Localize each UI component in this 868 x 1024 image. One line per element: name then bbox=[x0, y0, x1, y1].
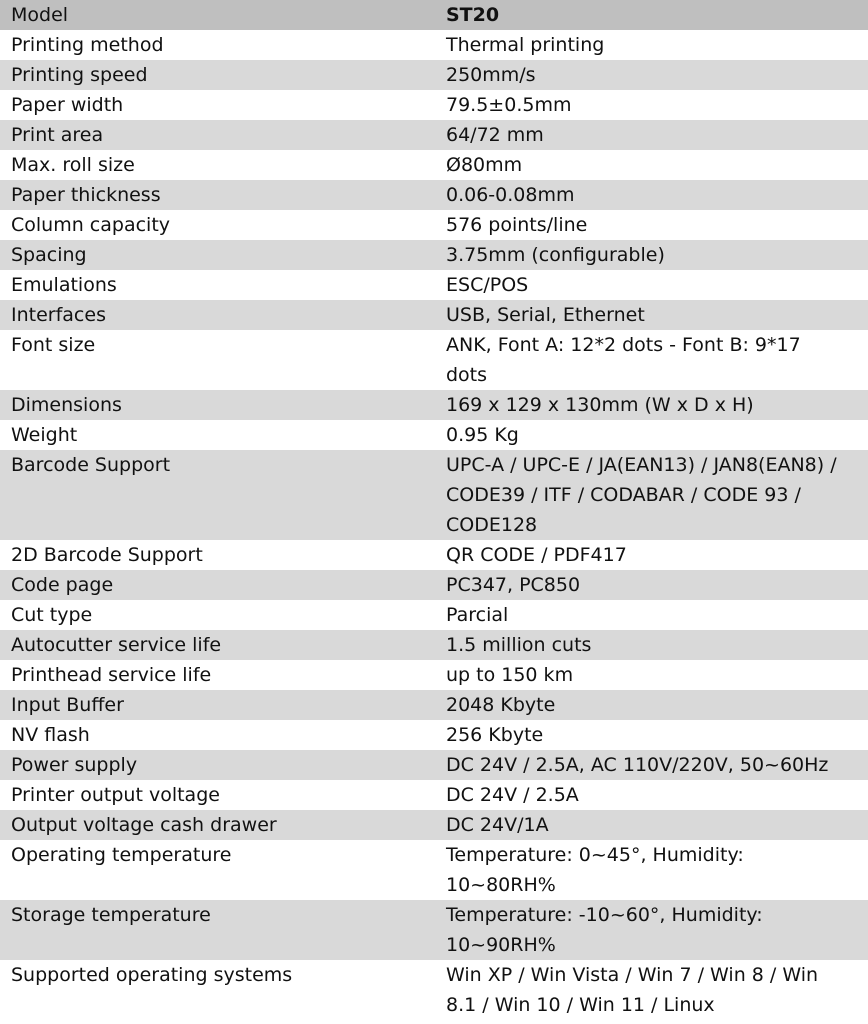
spec-label: Paper thickness bbox=[0, 180, 435, 210]
spec-value: 3.75mm (configurable) bbox=[435, 240, 868, 270]
table-row bbox=[0, 690, 868, 720]
table-row bbox=[0, 210, 868, 240]
spec-value: up to 150 km bbox=[435, 660, 868, 690]
spec-label: Barcode Support bbox=[0, 450, 435, 540]
spec-label: Spacing bbox=[0, 240, 435, 270]
spec-label: Printing speed bbox=[0, 60, 435, 90]
spec-value: Temperature: 0~45°, Humidity: 10~80RH% bbox=[435, 840, 868, 900]
table-row bbox=[0, 840, 868, 900]
spec-label: NV flash bbox=[0, 720, 435, 750]
spec-label: Printer output voltage bbox=[0, 780, 435, 810]
spec-label: Supported operating systems bbox=[0, 960, 435, 1020]
table-row bbox=[0, 300, 868, 330]
spec-value: Parcial bbox=[435, 600, 868, 630]
spec-value: 64/72 mm bbox=[435, 120, 868, 150]
spec-label: Input Buffer bbox=[0, 690, 435, 720]
spec-value: PC347, PC850 bbox=[435, 570, 868, 600]
spec-value: 0.95 Kg bbox=[435, 420, 868, 450]
header-value: ST20 bbox=[435, 0, 868, 30]
table-row bbox=[0, 420, 868, 450]
table-row bbox=[0, 630, 868, 660]
spec-value: 250mm/s bbox=[435, 60, 868, 90]
table-row bbox=[0, 750, 868, 780]
table-row bbox=[0, 570, 868, 600]
spec-label: Code page bbox=[0, 570, 435, 600]
spec-value: DC 24V / 2.5A, AC 110V/220V, 50~60Hz bbox=[435, 750, 868, 780]
spec-value: 1.5 million cuts bbox=[435, 630, 868, 660]
spec-label: Interfaces bbox=[0, 300, 435, 330]
spec-label: Max. roll size bbox=[0, 150, 435, 180]
spec-label: Column capacity bbox=[0, 210, 435, 240]
spec-value: QR CODE / PDF417 bbox=[435, 540, 868, 570]
spec-label: Weight bbox=[0, 420, 435, 450]
spec-label: Power supply bbox=[0, 750, 435, 780]
table-row bbox=[0, 180, 868, 210]
spec-value: 0.06-0.08mm bbox=[435, 180, 868, 210]
spec-label: 2D Barcode Support bbox=[0, 540, 435, 570]
table-row bbox=[0, 60, 868, 90]
spec-value: DC 24V/1A bbox=[435, 810, 868, 840]
spec-label: Printing method bbox=[0, 30, 435, 60]
spec-label: Operating temperature bbox=[0, 840, 435, 900]
table-row bbox=[0, 960, 868, 1020]
table-header-row bbox=[0, 0, 868, 30]
table-row bbox=[0, 150, 868, 180]
spec-value: UPC-A / UPC-E / JA(EAN13) / JAN8(EAN8) / CODE39 / ITF / CODABAR / CODE 93 / CODE128 bbox=[435, 450, 868, 540]
table-row bbox=[0, 450, 868, 540]
table-row bbox=[0, 90, 868, 120]
table-row bbox=[0, 120, 868, 150]
spec-value: Win XP / Win Vista / Win 7 / Win 8 / Win 8.1 / Win 10 / Win 11 / Linux bbox=[435, 960, 868, 1020]
spec-label: Dimensions bbox=[0, 390, 435, 420]
spec-label: Cut type bbox=[0, 600, 435, 630]
table-row bbox=[0, 30, 868, 60]
spec-value: Thermal printing bbox=[435, 30, 868, 60]
spec-value: 2048 Kbyte bbox=[435, 690, 868, 720]
table-row bbox=[0, 330, 868, 390]
spec-value: ESC/POS bbox=[435, 270, 868, 300]
spec-value: 169 x 129 x 130mm (W x D x H) bbox=[435, 390, 868, 420]
spec-label: Storage temperature bbox=[0, 900, 435, 960]
spec-label: Font size bbox=[0, 330, 435, 390]
table-row bbox=[0, 390, 868, 420]
spec-label: Output voltage cash drawer bbox=[0, 810, 435, 840]
spec-label: Print area bbox=[0, 120, 435, 150]
spec-label: Paper width bbox=[0, 90, 435, 120]
spec-value: USB, Serial, Ethernet bbox=[435, 300, 868, 330]
spec-value: Temperature: -10~60°, Humidity: 10~90RH% bbox=[435, 900, 868, 960]
table-row bbox=[0, 540, 868, 570]
spec-value: 256 Kbyte bbox=[435, 720, 868, 750]
spec-label: Autocutter service life bbox=[0, 630, 435, 660]
table-row bbox=[0, 660, 868, 690]
table-row bbox=[0, 270, 868, 300]
spec-value: DC 24V / 2.5A bbox=[435, 780, 868, 810]
table-row bbox=[0, 810, 868, 840]
table-row bbox=[0, 600, 868, 630]
table-row bbox=[0, 240, 868, 270]
spec-label: Emulations bbox=[0, 270, 435, 300]
spec-value: ANK, Font A: 12*2 dots - Font B: 9*17 dots bbox=[435, 330, 868, 390]
spec-value: Ø80mm bbox=[435, 150, 868, 180]
spec-label: Printhead service life bbox=[0, 660, 435, 690]
table-row bbox=[0, 720, 868, 750]
spec-value: 576 points/line bbox=[435, 210, 868, 240]
table-row bbox=[0, 780, 868, 810]
table-row bbox=[0, 900, 868, 960]
spec-value: 79.5±0.5mm bbox=[435, 90, 868, 120]
header-label: Model bbox=[0, 0, 435, 30]
